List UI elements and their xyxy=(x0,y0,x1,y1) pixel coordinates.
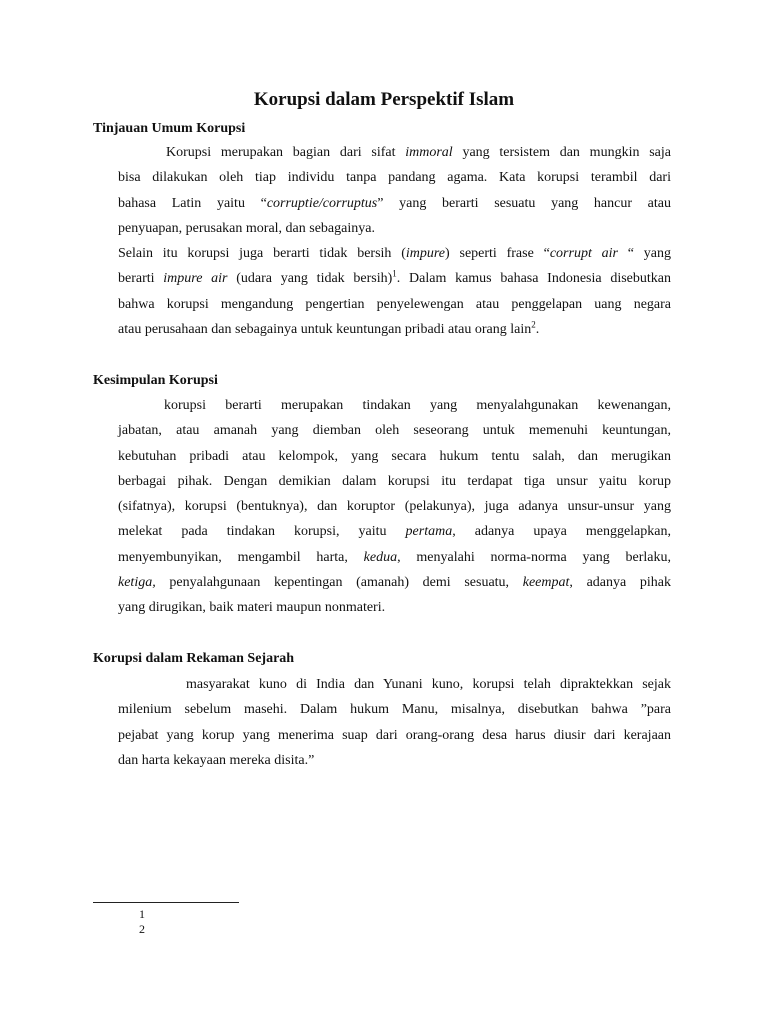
text-line: berbagai pihak. Dengan demikian dalam korupsi itu terdapat tiga unsur yaitu korup xyxy=(118,473,671,489)
paragraph-sejarah xyxy=(118,672,671,773)
text-line: korupsi berarti merupakan tindakan yang menyalahgunakan kewenangan, xyxy=(164,398,671,413)
footnote-1: 1 xyxy=(139,907,145,921)
footnote-ref[interactable]: 2 xyxy=(531,319,536,330)
text-line: dan harta kekayaan mereka disita.” xyxy=(118,752,315,768)
text-line: atau perusahaan dan sebagainya untuk keuntungan pribadi atau orang lain$^2$. xyxy=(118,319,540,337)
page-title: Korupsi dalam Perspektif Islam xyxy=(253,89,515,110)
text-line: menyembunyikan, mengambil harta, kedua, menyalahi norma-norma yang berlaku, xyxy=(118,549,671,565)
text-line: milenium sebelum masehi. Dalam hukum Manu, misalnya, disebutkan bahwa ”para xyxy=(118,702,671,718)
text-line: jabatan, atau amanah yang diemban oleh seseorang untuk memenuhi keuntungan, xyxy=(118,423,671,439)
text-line: bisa dilakukan oleh tiap individu tanpa pandang agama. Kata korupsi terambil dari xyxy=(118,170,671,186)
footnote-2: 2 xyxy=(139,922,145,936)
footnote-separator xyxy=(93,902,239,903)
text-line: bahwa korupsi mengandung pengertian penyelewengan atau penggelapan uang negara xyxy=(118,296,671,312)
text-line: kebutuhan pribadi atau kelompok, yang secara hukum tentu salah, dan merugikan xyxy=(118,448,671,464)
text-line: yang dirugikan, baik materi maupun nonmateri. xyxy=(118,600,386,616)
text-line: (sifatnya), korupsi (bentuknya), dan koruptor (pelakunya), juga adanya unsur-unsur yang xyxy=(118,499,671,515)
text-line: berarti impure air (udara yang tidak bersih)$^1$. Dalam kamus bahasa Indonesia disebutkan xyxy=(118,268,672,287)
footnote-ref[interactable]: 1 xyxy=(392,268,397,279)
paragraph-tinjauan-2 xyxy=(118,241,671,342)
section-heading-tinjauan: Tinjauan Umum Korupsi xyxy=(93,121,246,136)
text-line: Selain itu korupsi juga berarti tidak bersih (impure) seperti frase “corrupt air “ yang xyxy=(118,246,671,261)
text-line: bahasa Latin yaitu “corruptie/corruptus” yang berarti sesuatu yang hancur atau xyxy=(118,195,671,211)
text-line: masyarakat kuno di India dan Yunani kuno, korupsi telah dipraktekkan sejak xyxy=(186,677,671,692)
section-heading-sejarah: Korupsi dalam Rekaman Sejarah xyxy=(93,651,295,666)
section-heading-kesimpulan: Kesimpulan Korupsi xyxy=(93,373,218,388)
paragraph-tinjauan-1 xyxy=(118,140,671,241)
text-line: melekat pada tindakan korupsi, yaitu pertama, adanya upaya menggelapkan, xyxy=(118,524,671,540)
text-line: ketiga, penyalahgunaan kepentingan (amanah) demi sesuatu, keempat, adanya pihak xyxy=(118,575,671,591)
text-line: penyuapan, perusakan moral, dan sebagainya. xyxy=(118,220,375,236)
paragraph-kesimpulan xyxy=(118,393,671,621)
text-line: pejabat yang korup yang menerima suap dari orang-orang desa harus diusir dari kerajaan xyxy=(118,727,671,743)
text-line: Korupsi merupakan bagian dari sifat immoral yang tersistem dan mungkin saja xyxy=(166,145,671,160)
